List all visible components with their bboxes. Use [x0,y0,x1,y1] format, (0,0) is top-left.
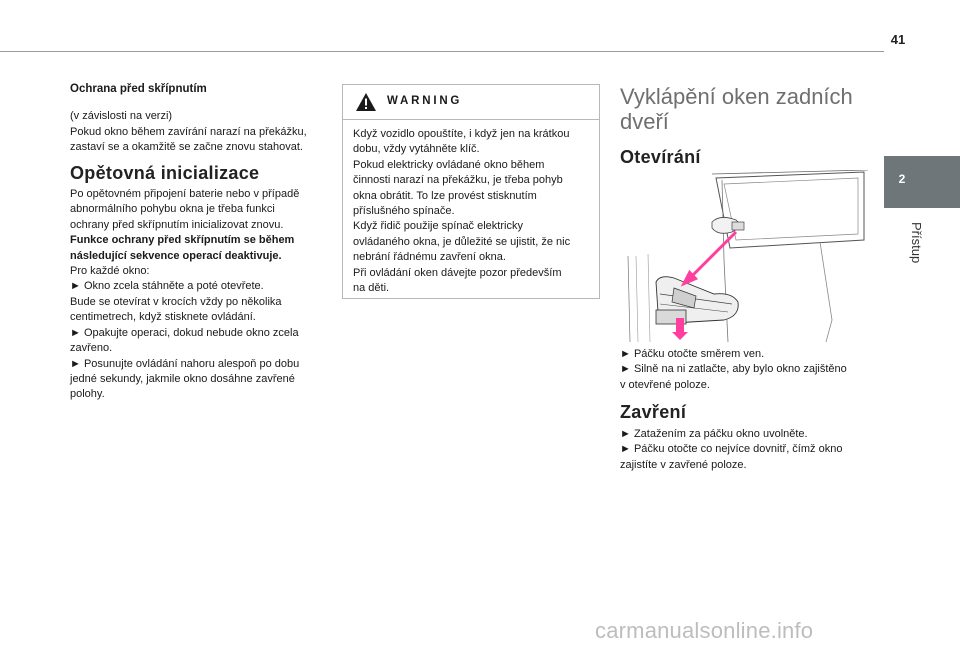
warning-line: Pokud elektricky ovládané okno během [353,158,545,171]
warning-line: nebrání řádnému zavření okna. [353,251,506,264]
reinit-heading: Opětovná inicializace [70,162,260,183]
step-line: Pro každé okno: [70,265,150,278]
warning-line: činnosti narazí na překážku, je třeba pohyb [353,174,563,187]
section-title-line: dveří [620,109,669,134]
header-rule [0,51,884,52]
opening-heading: Otevírání [620,147,701,167]
chapter-tab-label: Přístup [909,222,924,264]
body-line: ochrany před skřípnutím inicializovat znovu. [70,218,284,231]
step-line: centimetrech, když stisknete ovládání. [70,311,256,324]
step-line: ► Posunujte ovládání nahoru alespoň po dobu [70,357,300,370]
bold-line: Funkce ochrany před skřípnutím se během [70,234,295,247]
step-line: zavřeno. [70,342,113,355]
warning-header [343,85,599,120]
chapter-tab-label-wrap [906,222,926,282]
anti-pinch-heading: Ochrana před skřípnutím [70,83,207,95]
opening-step: v otevřené poloze. [620,378,710,391]
section-title [620,84,880,134]
step-line: polohy. [70,388,105,401]
rear-window-latch-illustration [620,170,868,342]
warning-line: na děti. [353,282,390,295]
bold-line: následující sekvence operací deaktivuje. [70,249,282,262]
warning-line: ovládaného okna, je důležité se ujistit, že nic [353,235,571,248]
section-title-line: Vyklápění oken zadních [620,84,853,109]
opening-steps [620,347,882,393]
opening-step: ► Páčku otočte směrem ven. [620,348,765,360]
warning-line: dobu, vždy vytáhněte klíč. [353,143,480,156]
body-line: Po opětovném připojení baterie nebo v případě [70,188,300,201]
intro-line: zastaví se a okamžitě se začne znovu stahovat. [70,141,303,154]
column-left [70,82,332,403]
warning-line: Když vozidlo opouštíte, i když jen na krátkou [353,128,570,140]
closing-steps [620,427,882,473]
warning-line: příslušného spínače. [353,205,455,218]
closing-step: ► Páčku otočte co nejvíce dovnitř, čímž okno [620,443,843,456]
closing-heading: Zavření [620,402,687,422]
intro-line: Pokud okno během zavírání narazí na překážku, [70,125,307,138]
warning-body [343,120,599,296]
warning-box [342,84,600,299]
step-line: Bude se otevírat v krocích vždy po několika [70,295,282,308]
watermark: carmanualsonline.info [595,618,814,643]
warning-line: Při ovládání oken dávejte pozor především [353,266,562,279]
body-line: abnormálního pohybu okna je třeba funkci [70,203,275,216]
closing-step: ► Zatažením za páčku okno uvolněte. [620,428,808,440]
warning-line: Když řidič použije spínač elektricky [353,220,523,233]
chapter-tab-number: 2 [898,172,906,186]
warning-triangle-icon [355,92,377,112]
page-number: 41 [890,32,906,47]
step-line: jedné sekundy, jakmile okno dosáhne zavřené [70,372,295,385]
warning-line: okna obrátit. To lze provést stisknutím [353,189,537,202]
opening-step: ► Silně na ni zatlačte, aby bylo okno zajištěno [620,363,847,376]
closing-step: zajistíte v zavřené poloze. [620,458,747,471]
intro-line: (v závislosti na verzi) [70,110,173,123]
step-line: ► Okno zcela stáhněte a poté otevřete. [70,280,264,293]
warning-title: WARNING [387,95,463,107]
step-line: ► Opakujte operaci, dokud nebude okno zcela [70,326,299,339]
